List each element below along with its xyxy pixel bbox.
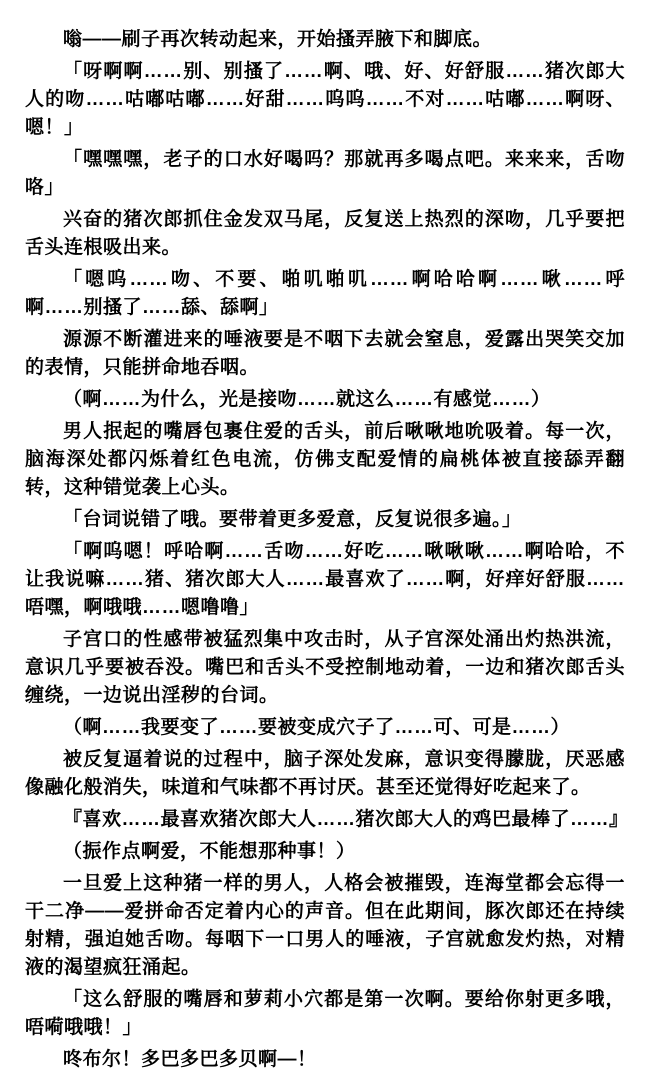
paragraph: 兴奋的猪次郎抓住金发双马尾，反复送上热烈的深吻，几乎要把舌头连根吸出来。 [25, 209, 625, 258]
paragraph: 嗡——刷子再次转动起来，开始搔弄腋下和脚底。 [63, 29, 493, 50]
paragraph-thought: （振作点啊爱，不能想那种事！） [63, 841, 356, 862]
paragraph-inner-voice: 『喜欢……最喜欢猪次郎大人……猪次郎大人的鸡巴最棒了……』 [63, 809, 629, 830]
paragraph: 被反复逼着说的过程中，脑子深处发麻，意识变得朦胧，厌恶感像融化般消失，味道和气味都不再讨厌。甚至还觉得好吃起来了。 [25, 749, 625, 798]
paragraph-thought: （啊……为什么，光是接吻……就这么……有感觉……） [63, 389, 551, 410]
paragraph: 源源不断灌进来的唾液要是不咽下去就会窒息，爱露出哭笑交加的表情，只能拼命地吞咽。 [25, 329, 625, 378]
paragraph: 男人抿起的嘴唇包裹住爱的舌头，前后啾啾地吮吸着。每一次，脑海深处都闪烁着红色电流，仿佛支配爱情的扁桃体被直接舔弄翻转，这种错觉袭上心头。 [25, 421, 625, 498]
paragraph-dialogue: 「这么舒服的嘴唇和萝莉小穴都是第一次啊。要给你射更多哦，唔嗬哦哦！」 [25, 989, 625, 1038]
paragraph-dialogue: 「台词说错了哦。要带着更多爱意，反复说很多遍。」 [63, 509, 522, 530]
paragraph-thought: （啊……我要变了……要被变成穴子了……可、可是……） [63, 717, 571, 738]
paragraph-dialogue: 「嗯呜……吻、不要、啪叽啪叽……啊哈哈啊……啾……呼啊……别搔了……舔、舔啊」 [25, 269, 625, 318]
paragraph-dialogue: 「呀啊啊……别、别搔了……啊、哦、好、好舒服……猪次郎大人的吻……咕嘟咕嘟……好甜……呜呜……不对……咕嘟……啊呀、嗯！」 [25, 61, 625, 138]
paragraph-dialogue: 「啊呜嗯！呼哈啊……舌吻……好吃……啾啾啾……啊哈哈，不让我说嘛……猪、猪次郎大人……最喜欢了……啊，好痒好舒服……唔嘿，啊哦哦……嗯噜噜」 [25, 541, 625, 618]
paragraph: 一旦爱上这种猪一样的男人，人格会被摧毁，连海堂都会忘得一干二净——爱拼命否定着内心的声音。但在此期间，豚次郎还在持续射精，强迫她舌吻。每咽下一口男人的唾液，子宫就愈发灼热，对精液的渴望疯狂涌起。 [25, 873, 625, 978]
paragraph-sfx: 咚布尔！多巴多巴多贝啊—！ [63, 1049, 317, 1070]
paragraph: 子宫口的性感带被猛烈集中攻击时，从子宫深处涌出灼热洪流，意识几乎要被吞没。嘴巴和舌头不受控制地动着，一边和猪次郎舌头缠绕，一边说出淫秽的台词。 [25, 629, 625, 706]
paragraph-dialogue: 「嘿嘿嘿，老子的口水好喝吗？那就再多喝点吧。来来来，舌吻咯」 [25, 149, 625, 198]
